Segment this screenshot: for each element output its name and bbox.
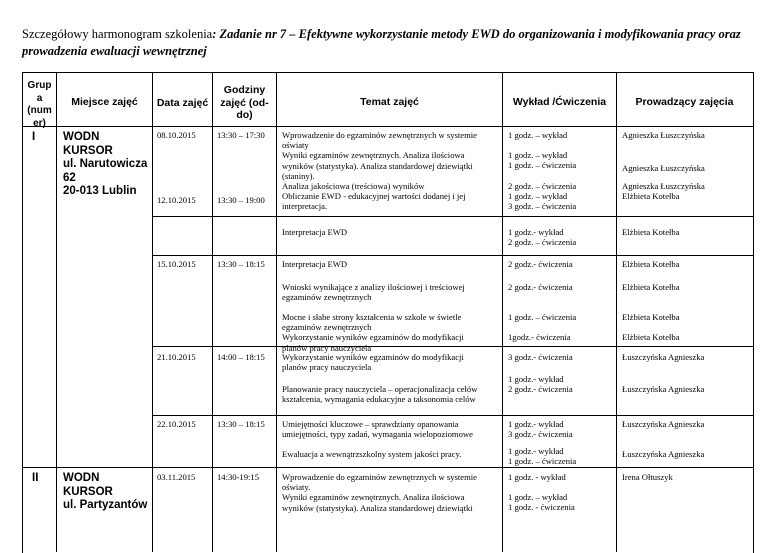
type-cell: 1godz.- ćwiczenia (508, 332, 571, 342)
group-number: II (32, 472, 39, 484)
teacher-cell: Irena Ołtuszyk (622, 472, 673, 482)
type-cell: 1 godz. – ćwiczenia (508, 312, 577, 322)
type-cell: 2 godz.- ćwiczenia (508, 282, 573, 292)
teacher-cell: Elżbieta Kotełba (622, 282, 680, 292)
date-cell: 21.10.2015 (157, 352, 196, 362)
row-divider (22, 467, 753, 468)
date-cell: 12.10.2015 (157, 195, 196, 205)
hours-cell: 13:30 – 18:15 (217, 419, 265, 429)
page-title: Szczegółowy harmonogram szkolenia: Zadanie nr 7 – Efektywne wykorzystanie metody EWD do organizowania i modyfikowania pracy oraz prowadzenia ewaluacji wewnętrznej (22, 27, 741, 58)
type-cell: 1 godz. – wykład (508, 130, 568, 140)
col-divider (152, 72, 153, 552)
group-place: WODN KURSOR ul. Narutowicza 62 20-013 Lublin (63, 131, 148, 197)
teacher-cell: Łuszczyńska Agnieszka (622, 449, 705, 459)
col-divider (276, 72, 277, 552)
topic-cell: Wprowadzenie do egzaminów zewnętrznych w systemie oświaty Wyniki egzaminów zewnętrznych. Analiza ilościowa wyników (statystyka). Analiza standardowej dziewiątki (staniny). Analiza jakościowa (treściowa) wyników Obliczanie EWD - edukacyjnej wartości dodanej i jej interpretacja. (282, 130, 477, 212)
type-cell: 1 godz.- wykład 2 godz. – ćwiczenia (508, 227, 577, 248)
topic-cell: Umiejętności kluczowe – sprawdziany opanowania umiejętności, typy zadań, wymagania wielopoziomowe (282, 419, 473, 440)
teacher-cell: Łuszczyńska Agnieszka (622, 352, 705, 362)
teacher-cell: Agnieszka Łuszczyńska (622, 130, 705, 140)
row-divider (152, 255, 753, 256)
topic-cell: Wnioski wynikające z analizy ilościowej i treściowej egzaminów zewnętrznych (282, 282, 465, 303)
col-divider (56, 72, 57, 552)
type-cell: 1 godz. - wykład (508, 472, 566, 482)
type-cell: 1 godz.- wykład 2 godz.- ćwiczenia (508, 374, 573, 395)
date-cell: 03.11.2015 (157, 472, 196, 482)
topic-cell: Interpretacja EWD (282, 259, 348, 269)
col-divider (616, 72, 617, 552)
hours-cell: 14:00 – 18:15 (217, 352, 265, 362)
row-divider (22, 126, 753, 127)
row-divider (152, 415, 753, 416)
type-cell: 2 godz. – ćwiczenia 1 godz. – wykład 3 godz. – ćwiczenia (508, 181, 577, 212)
hours-cell: 13:30 – 18:15 (217, 259, 265, 269)
teacher-cell: Łuszczyńska Agnieszka (622, 419, 705, 429)
type-cell: 3 godz.- ćwiczenia (508, 352, 573, 362)
teacher-cell: Łuszczyńska Agnieszka (622, 384, 705, 394)
header-topic: Temat zajęć (360, 96, 419, 108)
type-cell: 1 godz.- wykład 3 godz.- ćwiczenia (508, 419, 573, 440)
teacher-cell: Elżbieta Kotełba (622, 312, 680, 322)
type-cell: 1 godz.- wykład 1 godz. – ćwiczenia (508, 446, 577, 467)
teacher-cell: Elżbieta Kotełba (622, 259, 680, 269)
teacher-cell: Agnieszka Łuszczyńska (622, 163, 705, 173)
topic-cell: Mocne i słabe strony kształcenia w szkole w świetle egzaminów zewnętrznych Wykorzystanie wyników egzaminów do modyfikacji planów pracy nauczyciela (282, 312, 464, 353)
header-group: Grup a (num er) (27, 80, 52, 129)
type-cell: 1 godz. – wykład 1 godz. - ćwiczenia (508, 492, 575, 513)
col-divider (502, 72, 503, 552)
teacher-cell: Elżbieta Kotełba (622, 332, 680, 342)
hours-cell: 13:30 – 19:00 (217, 195, 265, 205)
hours-cell: 14:30-19:15 (217, 472, 260, 482)
header-place: Miejsce zajęć (71, 96, 138, 108)
row-divider (152, 216, 753, 217)
topic-cell: Interpretacja EWD (282, 227, 348, 237)
group-number: I (32, 131, 36, 143)
header-date: Data zajęć (156, 97, 209, 109)
topic-cell: Ewaluacja a wewnątrzszkolny system jakości pracy. (282, 449, 462, 459)
date-cell: 22.10.2015 (157, 419, 196, 429)
group-place: WODN KURSOR ul. Partyzantów (63, 472, 148, 511)
header-type: Wykład /Ćwiczenia (512, 96, 607, 108)
header-hours: Godziny zajęć (od- do) (220, 84, 269, 121)
col-divider (212, 72, 213, 552)
hours-cell: 13:30 – 17:30 (217, 130, 265, 140)
teacher-cell: Elżbieta Kotełba (622, 227, 680, 237)
type-cell: 2 godz.- ćwiczenia (508, 259, 573, 269)
topic-cell: Planowanie pracy nauczyciela – operacjonalizacja celów kształcenia, wymagania edukacyjne a taksonomia celów (282, 384, 478, 405)
topic-cell: Wprowadzenie do egzaminów zewnętrznych w systemie oświaty. Wyniki egzaminów zewnętrznych. Analiza ilościowa wyników (statystyka). Analiza standardowej dziewiątki (282, 472, 477, 513)
date-cell: 15.10.2015 (157, 259, 196, 269)
type-cell: 1 godz. – wykład 1 godz. – ćwiczenia (508, 150, 577, 171)
teacher-cell: Agnieszka Łuszczyńska Elżbieta Kotełba (622, 181, 705, 202)
date-cell: 08.10.2015 (157, 130, 196, 140)
topic-cell: Wykorzystanie wyników egzaminów do modyfikacji planów pracy nauczyciela (282, 352, 464, 373)
header-teacher: Prowadzący zajęcia (635, 96, 734, 108)
